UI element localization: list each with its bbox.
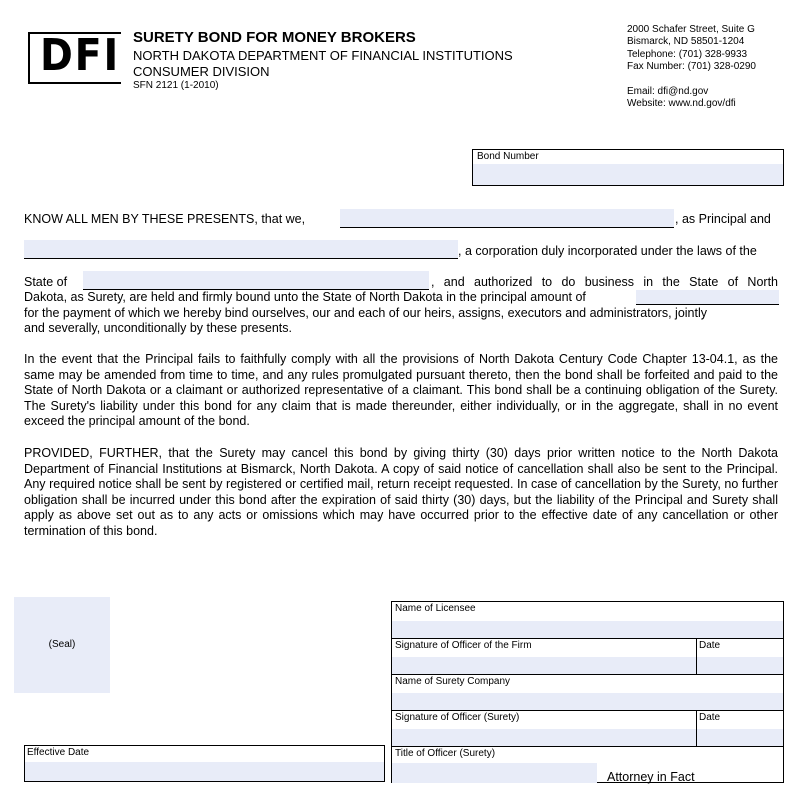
effective-date-field[interactable] bbox=[25, 762, 384, 781]
date-label-2: Date bbox=[699, 712, 721, 723]
surety-company-row bbox=[392, 674, 783, 710]
title-officer-row bbox=[392, 746, 783, 783]
website: Website: www.nd.gov/dfi bbox=[627, 98, 736, 110]
address-line2: Bismarck, ND 58501-1204 bbox=[627, 36, 745, 48]
bond-number-box bbox=[472, 149, 784, 186]
signature-officer-firm-field[interactable] bbox=[392, 657, 696, 674]
bond-number-label: Bond Number bbox=[477, 151, 539, 162]
line3-prefix: State of bbox=[24, 275, 68, 289]
bond-number-field[interactable] bbox=[473, 164, 783, 185]
officer-firm-row bbox=[392, 638, 783, 674]
seal-label: (Seal) bbox=[48, 639, 76, 650]
effective-date-label: Effective Date bbox=[27, 747, 90, 758]
obligation-paragraph: In the event that the Principal fails to faithfully comply with all the provisions of North Dakota Century Code Chapter 13-04.1, as the same may be amended from time to time, and any rules promulgated pursuant thereto, then the bond shall be forfeited and paid to the State of North Dakota or a claimant or authorized representative of a claimant. This bond shall be a continuing obligation of the Surety. The Surety's liability under this bond for any claim that is made thereunder, either individually, or in the aggregate, shall in no event exceed the principal amount of the bond. bbox=[24, 352, 778, 429]
telephone: Telephone: (701) 328-9933 bbox=[627, 48, 748, 60]
title-officer-surety-field[interactable] bbox=[392, 763, 597, 783]
signature-officer-surety-field[interactable] bbox=[392, 729, 696, 746]
department-block bbox=[133, 48, 513, 80]
division-name: CONSUMER DIVISION bbox=[133, 64, 270, 79]
licensee-row bbox=[392, 602, 783, 638]
effective-date-box bbox=[24, 745, 385, 782]
address-line1: 2000 Schafer Street, Suite G bbox=[627, 24, 755, 35]
title-officer-surety-label: Title of Officer (Surety) bbox=[395, 748, 496, 759]
date-cell-2 bbox=[696, 711, 783, 746]
form-title: SURETY BOND FOR MONEY BROKERS bbox=[133, 29, 416, 46]
contact-block bbox=[627, 86, 736, 111]
line2-suffix: , a corporation duly incorporated under the laws of the bbox=[458, 244, 757, 258]
dfi-logo bbox=[28, 32, 121, 84]
signature-officer-surety-label: Signature of Officer (Surety) bbox=[395, 712, 520, 723]
seal-area bbox=[14, 597, 110, 693]
line1-suffix: , as Principal and bbox=[675, 212, 771, 226]
line6-text: and severally, unconditionally by these presents. bbox=[24, 321, 292, 335]
fax: Fax Number: (701) 328-0290 bbox=[627, 61, 756, 73]
line1-prefix: KNOW ALL MEN BY THESE PRESENTS, that we, bbox=[24, 212, 306, 226]
signature-form bbox=[391, 601, 784, 783]
name-of-licensee-label: Name of Licensee bbox=[395, 603, 476, 614]
name-of-surety-company-field[interactable] bbox=[392, 693, 783, 710]
line4-text: Dakota, as Surety, are held and firmly bound unto the State of North Dakota in the principal amount of bbox=[24, 290, 586, 304]
cancellation-paragraph: PROVIDED, FURTHER, that the Surety may cancel this bond by giving thirty (30) days prior written notice to the North Dakota Department of Financial Institutions at Bismarck, North Dakota. A copy of said notice of cancellation shall also be sent to the Principal. Any required notice shall be sent by registered or certified mail, return receipt requested. In case of cancellation by the Surety, no further obligation shall be incurred under this bond after the expiration of said thirty (30) days, but the liability of the Principal and Surety shall apply as above set out as to any acts or omissions which may have occurred prior to the effective date of any cancellation or other termination of this bond. bbox=[24, 446, 778, 538]
dfi-logo-text: DFI bbox=[40, 30, 121, 81]
line3-suffix: , and authorized to do business in the State of North bbox=[431, 275, 778, 289]
email: Email: dfi@nd.gov bbox=[627, 86, 709, 97]
principal-amount-field[interactable] bbox=[636, 290, 779, 305]
name-of-surety-company-label: Name of Surety Company bbox=[395, 676, 511, 687]
name-of-licensee-field[interactable] bbox=[392, 621, 783, 638]
date-field-1[interactable] bbox=[697, 657, 783, 674]
signature-officer-firm-label: Signature of Officer of the Firm bbox=[395, 640, 532, 651]
state-field[interactable] bbox=[83, 271, 429, 290]
attorney-in-fact-label: Attorney in Fact bbox=[607, 770, 695, 784]
address-block bbox=[627, 24, 756, 74]
department-name: NORTH DAKOTA DEPARTMENT OF FINANCIAL INSTITUTIONS bbox=[133, 48, 513, 63]
line5-text: for the payment of which we hereby bind ourselves, our and each of our heirs, assigns, executors and administrators, jointly bbox=[24, 306, 707, 320]
date-label-1: Date bbox=[699, 640, 721, 651]
date-field-2[interactable] bbox=[697, 729, 783, 746]
principal-field[interactable] bbox=[340, 209, 674, 228]
date-cell-1 bbox=[696, 639, 783, 674]
form-number: SFN 2121 (1-2010) bbox=[133, 80, 219, 91]
surety-corporation-field[interactable] bbox=[24, 240, 458, 259]
officer-surety-row bbox=[392, 710, 783, 746]
